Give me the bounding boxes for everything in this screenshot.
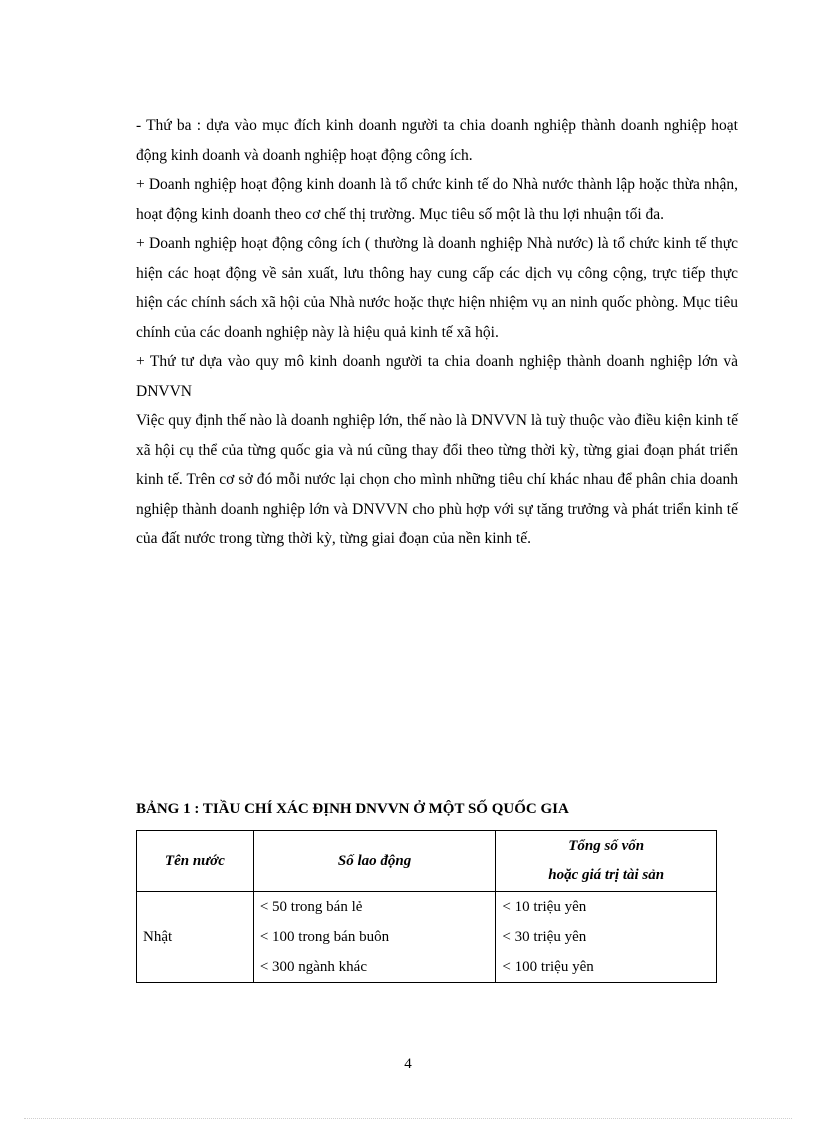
header-capital bbox=[496, 831, 717, 892]
footer-divider bbox=[24, 1118, 792, 1119]
capital-line: < 100 triệu yên bbox=[502, 959, 594, 975]
paragraph-sme-definition: Việc quy định thế nào là doanh nghiệp lớn, thế nào là DNVVN là tuỳ thuộc vào điều kiện kinh tế xã hội cụ thể của từng quốc gia và nú cũng thay đổi theo từng thời kỳ, từng giai đoạn phát triển kinh tế. Trên cơ sở đó mỗi nước lại chọn cho mình những tiêu chí khác nhau để phân chia doanh nghiệp thành doanh nghiệp lớn và DNVVN cho phù hợp với sự tăng trưởng và phát triển kinh tế của đất nước trong từng thời kỳ, từng giai đoạn của nền kinh tế. bbox=[136, 412, 738, 547]
header-labor: Số lao động bbox=[253, 831, 496, 892]
page-number: 4 bbox=[404, 1056, 412, 1072]
table-header-row bbox=[137, 831, 717, 892]
header-capital-line-2: hoặc giá trị tài sản bbox=[548, 867, 665, 883]
labor-line: < 300 ngành khác bbox=[259, 959, 367, 975]
labor-line: < 50 trong bán lẻ bbox=[259, 899, 363, 915]
capital-line: < 30 triệu yên bbox=[502, 929, 587, 945]
cell-labor bbox=[253, 892, 496, 983]
body-text bbox=[136, 111, 738, 554]
table-title: BẢNG 1 : TIẦU CHÍ XÁC ĐỊNH DNVVN Ở MỘT SỐ QUỐC GIA bbox=[136, 801, 569, 817]
table-row bbox=[137, 892, 717, 983]
paragraph-scale-classification: + Thứ tư dựa vào quy mô kinh doanh người ta chia doanh nghiệp thành doanh nghiệp lớn và DNVVN bbox=[136, 353, 738, 400]
paragraph-business-enterprise: + Doanh nghiệp hoạt động kinh doanh là tổ chức kinh tế do Nhà nước thành lập hoặc thừa nhận, hoạt động kinh doanh theo cơ chế thị trường. Mục tiêu số một là thu lợi nhuận tối đa. bbox=[136, 176, 738, 223]
labor-line: < 100 trong bán buôn bbox=[259, 929, 390, 945]
header-country: Tên nước bbox=[137, 831, 254, 892]
paragraph-purpose-classification: - Thứ ba : dựa vào mục đích kinh doanh người ta chia doanh nghiệp thành doanh nghiệp hoạt động kinh doanh và doanh nghiệp hoạt động công ích. bbox=[136, 117, 738, 164]
header-capital-line-1: Tổng số vốn bbox=[568, 838, 645, 854]
cell-capital bbox=[496, 892, 717, 983]
sme-criteria-table bbox=[136, 830, 717, 983]
cell-country: Nhật bbox=[137, 892, 254, 983]
paragraph-public-utility-enterprise: + Doanh nghiệp hoạt động công ích ( thường là doanh nghiệp Nhà nước) là tổ chức kinh tế thực hiện các hoạt động về sản xuất, lưu thông hay cung cấp các dịch vụ công cộng, trực tiếp thực hiện các chính sách xã hội của Nhà nước hoặc thực hiện nhiệm vụ an ninh quốc phòng. Mục tiêu chính của các doanh nghiệp này là hiệu quả kinh tế xã hội. bbox=[136, 235, 738, 341]
capital-line: < 10 triệu yên bbox=[502, 899, 587, 915]
